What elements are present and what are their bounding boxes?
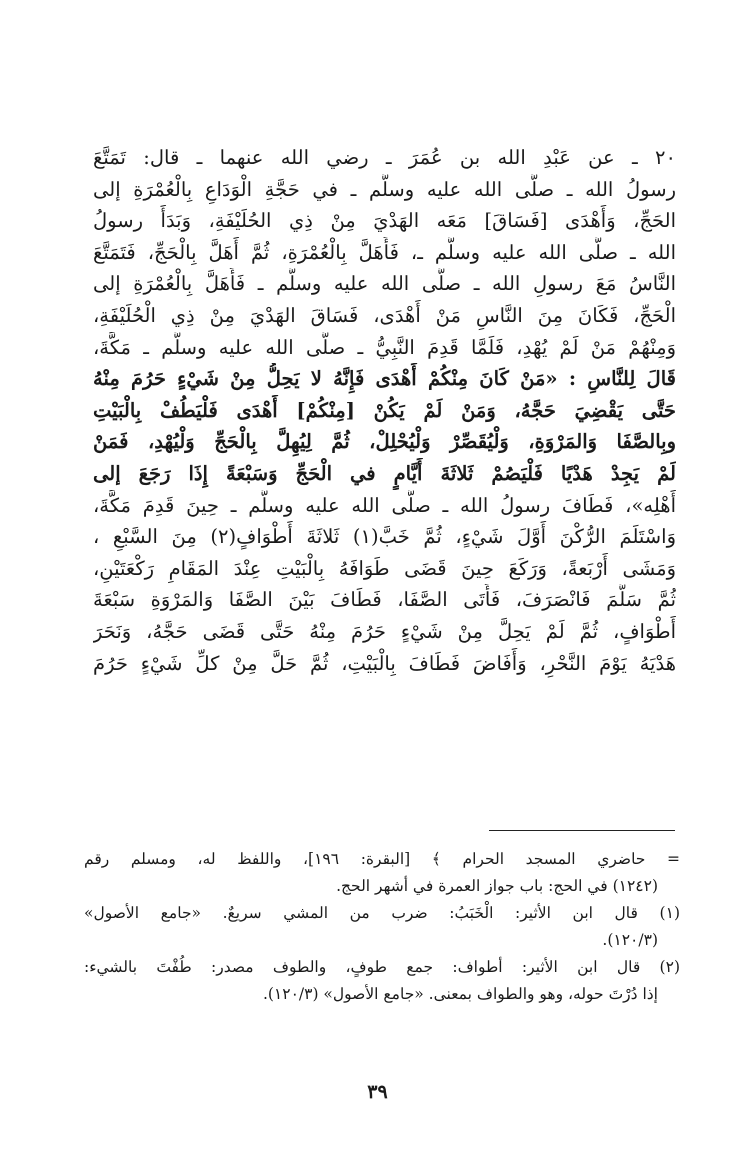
hadith-line-prophetic-speech: لَمْ يَجِدْ هَدْيًا فَلْيَصُمْ ثَلاثَةَ أَيَّامٍ في الْحَجِّ وَسَبْعَةً إِذَا رَجَعَ إلى xyxy=(93,461,676,485)
footnote-2-continued: إذا دُرْتَ حوله، وهو والطواف بمعنى. «جامع الأصول» (١٢٠/٣). xyxy=(262,985,658,1003)
hadith-line: أَهْلِه»، فَطَافَ رسولُ الله ـ صلَّى الله عليه وسلَّم ـ حِينَ قَدِمَ مَكَّةَ، xyxy=(93,493,676,517)
footnote-line: (١٢٤٢) في الحج: باب جواز العمرة في أشهر الحج. xyxy=(336,877,658,895)
footnote-2: (٢) قال ابن الأثير: أطواف: جمع طوفٍ، والطوف مصدر: طُفْتَ بالشيء: xyxy=(84,958,680,976)
hadith-line: وَمَشَى أَرْبَعةً، وَرَكَعَ حِينَ قَضَى طَوَافَهُ بِالْبَيْتِ عِنْدَ المَقَامِ رَكْعَتَيْنِ، xyxy=(93,556,676,580)
hadith-line: وَمِنْهُمْ مَنْ لَمْ يُهْدِ، فَلَمَّا قَدِمَ النَّبِيُّ ـ صلَّى الله عليه وسلَّم ـ مَكَّةَ، xyxy=(93,335,676,359)
hadith-line: الله ـ صلَّى الله عليه وسلَّم ـ، فَأَهَلَّ بِالْعُمْرَةِ، ثُمَّ أَهَلَّ بِالْحَجِّ، فَتَمَتَّعَ xyxy=(93,240,676,264)
hadith-line: وَاسْتَلَمَ الرُّكْنَ أَوَّلَ شَيْءٍ، ثُمَّ خَبَّ(١) ثَلاثَةَ أَطْوَافٍ(٢) مِنَ السَّبْعِ ، xyxy=(93,525,676,549)
footnote-1: (١) قال ابن الأثير: الْخَبَبُ: ضرب من المشي سريعٌ. «جامع الأصول» xyxy=(84,904,680,922)
footnote-line: = حاضري المسجد الحرام ﴾ [البقرة: ١٩٦]، واللفظ له، ومسلم رقم xyxy=(84,850,680,868)
hadith-line: رسولُ الله ـ صلَّى الله عليه وسلَّم ـ في حَجَّةِ الْوَدَاعِ بِالْعُمْرَةِ إلى xyxy=(93,177,676,201)
hadith-line: النَّاسُ مَعَ رسولِ الله ـ صلَّى الله عليه وسلَّم ـ فَأَهَلَّ بِالْعُمْرَةِ إلى xyxy=(93,272,676,296)
hadith-line-prophetic-speech: قَالَ لِلنَّاسِ : «مَنْ كَانَ مِنْكُمْ أَهْدَى فَإِنَّهُ لا يَحِلُّ مِنْ شَيْءٍ حَرُمَ مِنْهُ xyxy=(93,367,676,391)
hadith-line-prophetic-speech: حَتَّى يَقْضِيَ حَجَّهُ، وَمَنْ لَمْ يَكُنْ [مِنْكُمْ] أَهْدَى فَلْيَطُفْ بِالْبَيْتِ xyxy=(93,398,676,422)
page-number: ٣٩ xyxy=(367,1081,388,1103)
hadith-line: ثُمَّ سَلَّمَ فَانْصَرَفَ، فَأَتَى الصَّفَا، فَطَافَ بَيْنَ الصَّفَا وَالمَرْوَةِ سَبْعَةَ xyxy=(93,588,676,612)
hadith-text xyxy=(93,142,676,679)
hadith-line: الحَجِّ، وَأَهْدَى [فَسَاقَ] مَعَه الهَدْيَ مِنْ ذِي الحُلَيْفَةِ، وَبَدَأَ رسولُ xyxy=(93,209,676,233)
hadith-line: هَدْيَهُ يَوْمَ النَّحْرِ، وَأَفَاضَ فَطَافَ بِالْبَيْتِ، ثُمَّ حَلَّ مِنْ كلِّ شَيْءٍ حَرُمَ xyxy=(93,651,676,675)
footnote-separator xyxy=(489,830,675,831)
hadith-line: الْحَجِّ، فَكَانَ مِنَ النَّاسِ مَنْ أَهْدَى، فَسَاقَ الهَدْيَ مِنْ ذِي الْحُلَيْفَةِ، xyxy=(93,303,676,327)
hadith-line: ٢٠ ـ عن عَبْدِ الله بن عُمَرَ ـ رضي الله عنهما ـ قال: تَمَتَّعَ xyxy=(93,146,676,169)
hadith-line-prophetic-speech: وبِالصَّفَا وَالمَرْوَةِ، وَلْيُقَصِّرْ وَلْيُحْلِلْ، ثُمَّ لِيُهِلَّ بِالْحَجِّ وَلْيُهْدِ، فَمَنْ xyxy=(93,430,676,454)
footnotes xyxy=(84,846,680,1008)
hadith-line: أَطْوَافٍ، ثُمَّ لَمْ يَحِلَّ مِنْ شَيْءٍ حَرُمَ مِنْهُ حَتَّى قَضَى حَجَّهُ، وَنَحَرَ xyxy=(93,619,676,643)
footnote-1-continued: (١٢٠/٣). xyxy=(602,931,658,949)
